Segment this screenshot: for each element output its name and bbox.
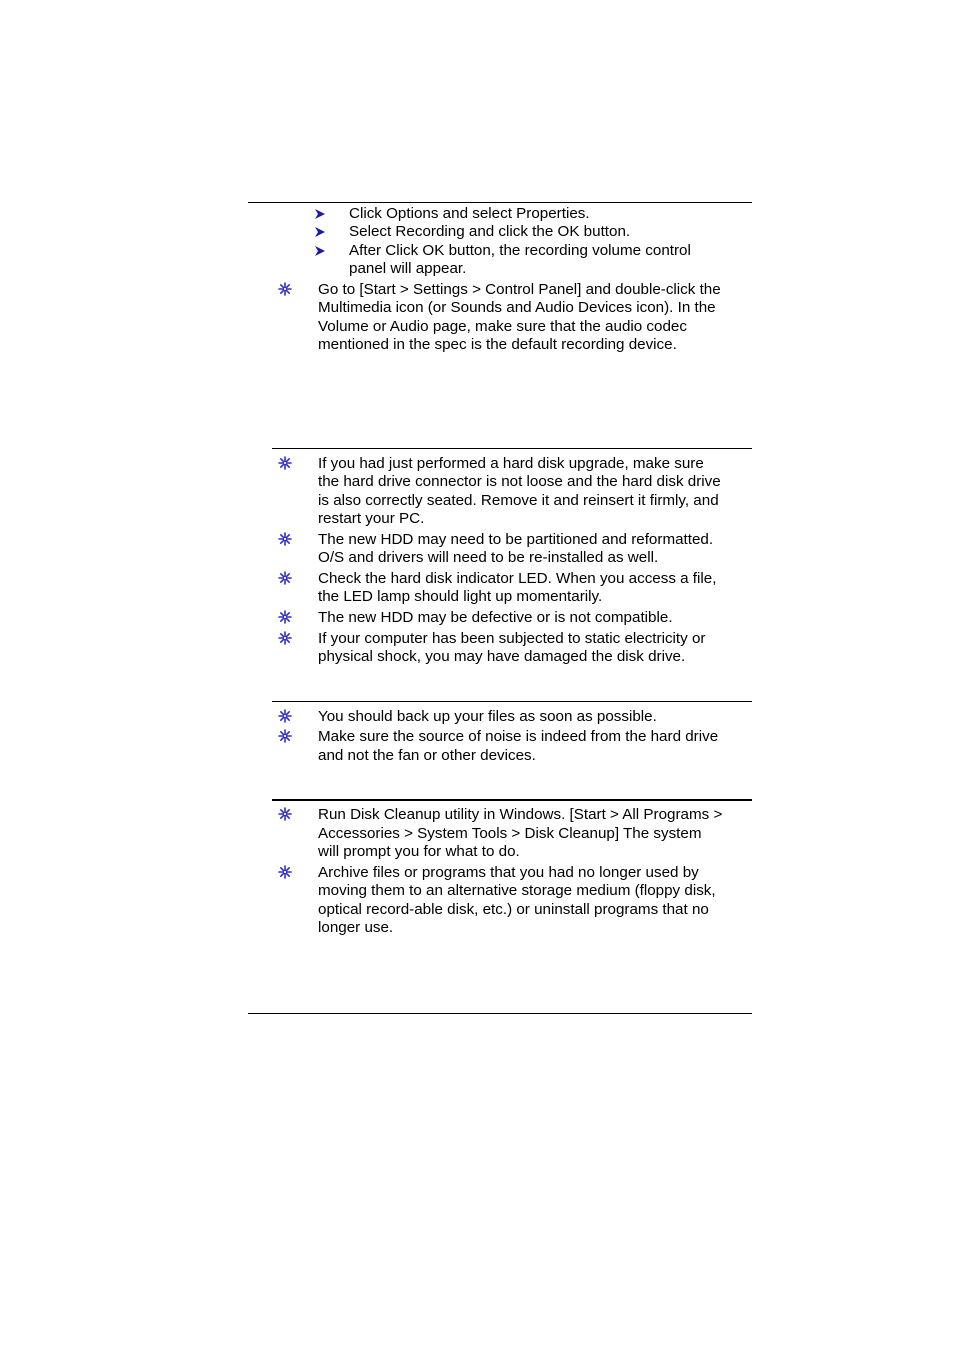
star-bullet-icon xyxy=(278,456,292,470)
arrow-bullet-icon xyxy=(314,208,326,220)
list-item-line: and not the fan or other devices. xyxy=(318,747,536,764)
list-item-line: The new HDD may be defective or is not compatible. xyxy=(318,609,673,626)
list-item-line: the hard drive connector is not loose and the hard disk drive xyxy=(318,473,721,490)
list-item-line: After Click OK button, the recording volume control xyxy=(349,242,691,259)
list-item-line: Select Recording and click the OK button. xyxy=(349,223,631,240)
list-item-line: Check the hard disk indicator LED. When you access a file, xyxy=(318,570,717,587)
list-item-line: physical shock, you may have damaged the disk drive. xyxy=(318,648,686,665)
list-item-line: Run Disk Cleanup utility in Windows. [Start > All Programs > xyxy=(318,806,723,823)
star-bullet-icon xyxy=(278,865,292,879)
list-item-line: If you had just performed a hard disk upgrade, make sure xyxy=(318,455,704,472)
list-item-line: Go to [Start > Settings > Control Panel] and double-click the xyxy=(318,281,721,298)
section-divider-space xyxy=(272,799,752,801)
bottom-rule xyxy=(248,1013,752,1014)
star-bullet-icon xyxy=(278,631,292,645)
arrow-bullet-icon xyxy=(314,245,326,257)
list-item-line: Volume or Audio page, make sure that the audio codec xyxy=(318,318,687,335)
top-rule xyxy=(248,202,752,203)
star-bullet-icon xyxy=(278,807,292,821)
star-bullet-icon xyxy=(278,571,292,585)
list-item-line: Make sure the source of noise is indeed from the hard drive xyxy=(318,728,719,745)
list-item-line: longer use. xyxy=(318,919,394,936)
star-bullet-icon xyxy=(278,709,292,723)
list-item-line: Click Options and select Properties. xyxy=(349,205,590,222)
list-item-line: will prompt you for what to do. xyxy=(318,843,520,860)
list-item-line: mentioned in the spec is the default recording device. xyxy=(318,336,677,353)
section-divider-hdd xyxy=(272,448,752,449)
list-item-line: O/S and drivers will need to be re-installed as well. xyxy=(318,549,659,566)
list-item-line: the LED lamp should light up momentarily. xyxy=(318,588,603,605)
list-item-line: moving them to an alternative storage medium (floppy disk, xyxy=(318,882,716,899)
list-item-line: panel will appear. xyxy=(349,260,467,277)
list-item-line: restart your PC. xyxy=(318,510,425,527)
section-divider-noise xyxy=(272,701,752,702)
arrow-bullet-icon xyxy=(314,226,326,238)
list-item-line: You should back up your files as soon as possible. xyxy=(318,708,657,725)
star-bullet-icon xyxy=(278,610,292,624)
star-bullet-icon xyxy=(278,532,292,546)
list-item-line: Archive files or programs that you had no longer used by xyxy=(318,864,699,881)
list-item-line: The new HDD may need to be partitioned and reformatted. xyxy=(318,531,714,548)
list-item-line: Accessories > System Tools > Disk Cleanup] The system xyxy=(318,825,702,842)
list-item-line: optical record-able disk, etc.) or uninstall programs that no xyxy=(318,901,709,918)
star-bullet-icon xyxy=(278,282,292,296)
list-item-line: is also correctly seated. Remove it and reinsert it firmly, and xyxy=(318,492,719,509)
list-item-line: If your computer has been subjected to static electricity or xyxy=(318,630,706,647)
list-item-line: Multimedia icon (or Sounds and Audio Devices icon). In the xyxy=(318,299,716,316)
star-bullet-icon xyxy=(278,729,292,743)
